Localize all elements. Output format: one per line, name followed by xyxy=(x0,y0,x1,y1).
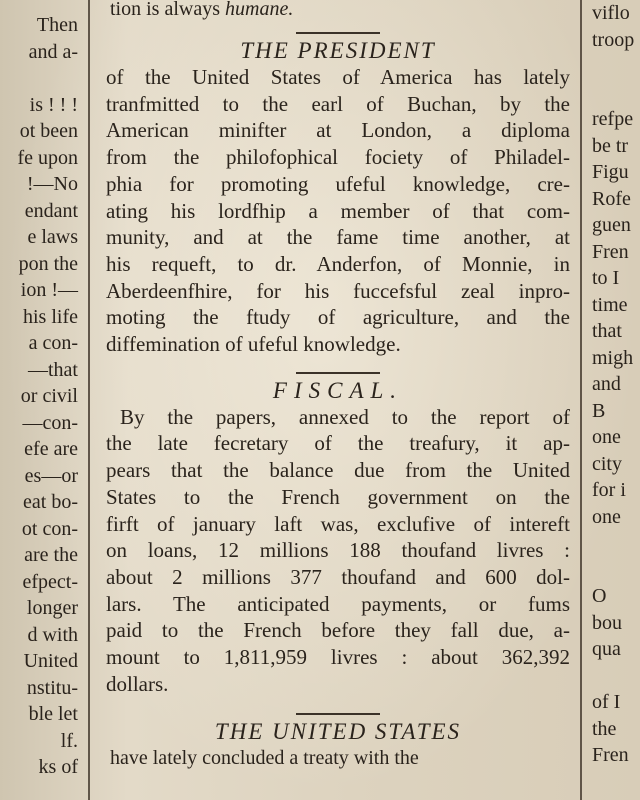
text-line: the xyxy=(592,717,617,740)
article-line: American minifter at London, a diploma xyxy=(106,118,570,143)
headline-united-states: THE UNITED STATES xyxy=(214,719,462,745)
text-line: ks of xyxy=(38,756,78,778)
text-line: O xyxy=(592,585,607,607)
text-line xyxy=(588,530,640,557)
text-line: !—No xyxy=(26,173,78,195)
bottom-text-fragment: have lately concluded a treaty with the xyxy=(110,747,419,770)
text-line: —that xyxy=(28,358,78,381)
text-line: Fren xyxy=(592,240,629,263)
text-line: be tr xyxy=(592,134,629,157)
article-line: dollars. xyxy=(106,671,169,696)
article-president-body xyxy=(106,64,570,358)
text-line: and a- xyxy=(28,40,78,63)
text-line xyxy=(588,80,640,107)
left-column-lines xyxy=(0,0,84,781)
top-fragment-plain: tion is always xyxy=(110,0,225,20)
text-line: his life xyxy=(23,305,78,328)
article-line: lars. The anticipated payments, or fums xyxy=(106,591,570,616)
right-column-fragment xyxy=(588,0,640,800)
text-line: ble let xyxy=(28,703,78,725)
top-fragment-italic: humane. xyxy=(225,0,294,20)
article-fiscal-body xyxy=(106,404,570,698)
article-line: ating his lordfhip a member of that com- xyxy=(106,198,570,223)
text-line: migh xyxy=(592,346,634,369)
article-line: his requeft, to dr. Anderfon, of Monnie, in xyxy=(106,251,570,276)
article-line: diffemination of ufeful knowledge. xyxy=(106,332,401,357)
text-line xyxy=(588,53,640,80)
text-line xyxy=(0,65,84,92)
section-divider xyxy=(296,372,380,374)
text-line: one xyxy=(592,505,621,528)
text-line: United xyxy=(23,650,78,672)
article-line: firft of january laft was, exclufive of intereft xyxy=(106,511,570,536)
text-line: Then xyxy=(36,14,78,36)
article-line: about 2 millions 377 thoufand and 600 dol- xyxy=(106,564,570,589)
text-line: for i xyxy=(592,479,626,501)
text-line: pon the xyxy=(18,252,78,275)
article-line: mount to 1,811,959 livres : about 362,392 xyxy=(106,645,570,670)
article-line: moting the ftudy of agriculture, and the xyxy=(106,305,570,330)
left-column-fragment xyxy=(0,0,84,800)
text-line: efe are xyxy=(24,438,78,460)
text-line: d with xyxy=(27,623,78,646)
column-rule-right xyxy=(580,0,582,800)
article-line: By the papers, annexed to the report of xyxy=(120,404,570,429)
text-line: es—or xyxy=(24,464,78,487)
text-line: e laws xyxy=(27,226,78,248)
text-line: endant xyxy=(24,199,78,222)
text-line: —con- xyxy=(22,411,78,434)
article-line: pears that the balance due from the United xyxy=(106,458,570,483)
text-line: are the xyxy=(24,544,78,566)
text-line: ot con- xyxy=(21,517,78,540)
text-line: fe upon xyxy=(17,146,78,169)
top-text-fragment xyxy=(110,0,570,22)
text-line: Fren xyxy=(592,744,629,766)
article-line: from the philofophical fociety of Philadel- xyxy=(106,145,570,170)
text-line: guen xyxy=(592,214,631,236)
article-line: of the United States of America has lately xyxy=(106,65,570,89)
text-line: ion !— xyxy=(20,279,78,301)
text-line: Figu xyxy=(592,161,629,183)
text-line xyxy=(588,663,640,690)
text-line: efpect- xyxy=(22,570,78,593)
text-line: ot been xyxy=(19,120,78,142)
center-column xyxy=(96,0,580,800)
text-line: a con- xyxy=(28,332,78,354)
text-line: of I xyxy=(592,691,621,713)
text-line: to I xyxy=(592,267,620,289)
column-rule-left xyxy=(88,0,90,800)
text-line: refpe xyxy=(592,108,634,130)
article-line: phia for promoting ufeful knowledge, cre- xyxy=(106,171,570,196)
text-line: and xyxy=(592,373,621,395)
text-line: is ! ! ! xyxy=(29,93,78,116)
text-line: nstitu- xyxy=(26,676,78,699)
text-line xyxy=(588,557,640,584)
headline-fiscal: FISCAL. xyxy=(272,377,404,403)
text-line: qua xyxy=(592,638,621,660)
article-line: on loans, 12 millions 188 thoufand livres : xyxy=(106,538,570,563)
text-line: city xyxy=(592,452,622,475)
article-line: munity, and at the fame time another, at xyxy=(106,225,570,250)
article-line: the late fecretary of the treafury, it ap- xyxy=(106,431,570,456)
text-line: or civil xyxy=(20,385,78,407)
section-divider xyxy=(296,713,380,715)
article-line: States to the French government on the xyxy=(106,484,570,509)
text-line: troop xyxy=(592,28,635,51)
text-line: Rofe xyxy=(592,187,631,210)
headline-president: THE PRESIDENT xyxy=(240,38,436,63)
text-line: bou xyxy=(592,611,622,634)
text-line: longer xyxy=(26,597,78,619)
text-line: that xyxy=(592,320,622,342)
article-line: Aberdeenfhire, for his fuccefsful zeal inpro- xyxy=(106,278,570,303)
article-line: paid to the French before they fall due, a- xyxy=(106,618,570,643)
text-line: lf. xyxy=(60,729,78,752)
article-line: tranfmitted to the earl of Buchan, by the xyxy=(106,91,570,116)
section-divider xyxy=(296,32,380,34)
text-line: one xyxy=(592,426,621,448)
text-line: time xyxy=(592,293,628,316)
text-line: eat bo- xyxy=(23,491,78,513)
text-line: viflo xyxy=(592,2,630,24)
right-column-lines xyxy=(588,0,640,769)
text-line: B xyxy=(592,399,606,422)
